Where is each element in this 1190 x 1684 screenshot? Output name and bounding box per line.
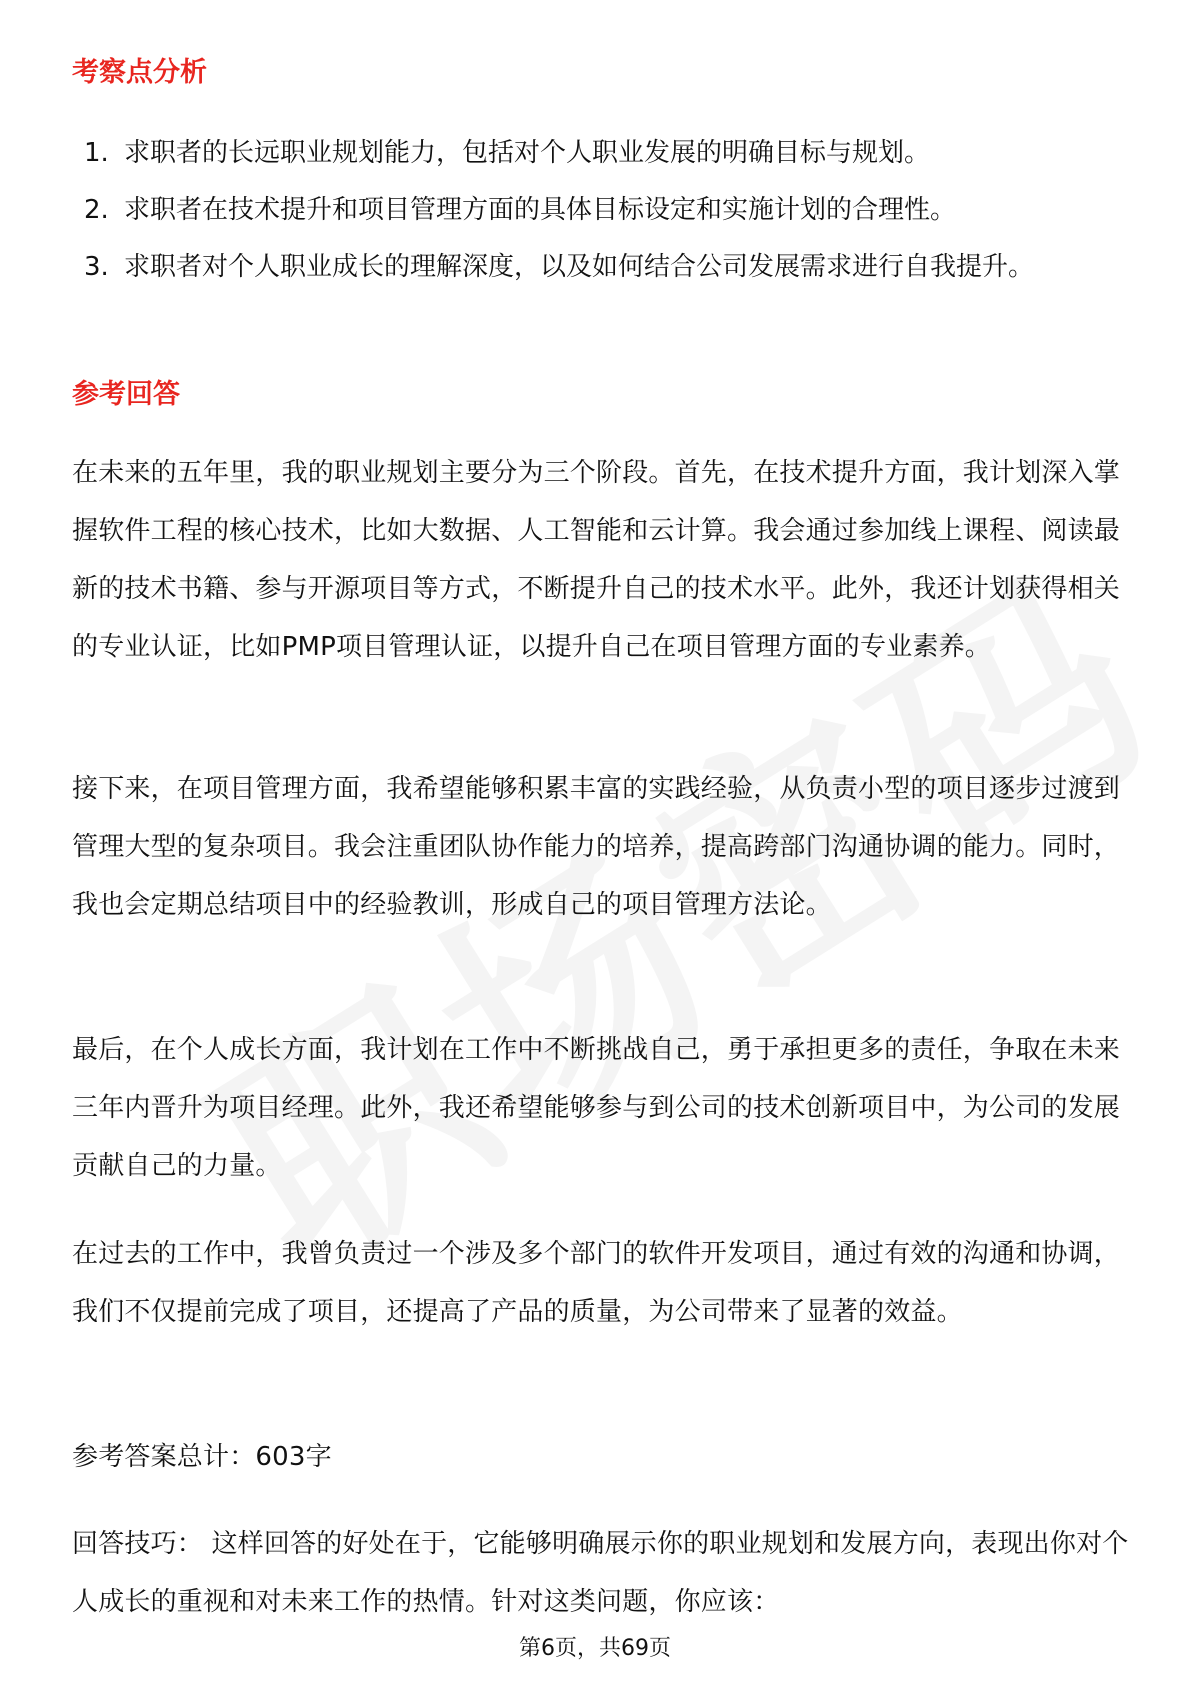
list-item-number: 2. <box>84 195 109 225</box>
list-item-text: 求职者在技术提升和项目管理方面的具体目标设定和实施计划的合理性。 <box>124 195 957 225</box>
answer-heading: 参考回答 <box>72 379 180 410</box>
analysis-heading: 考察点分析 <box>72 57 207 88</box>
answer-paragraph: 最后，在个人成长方面，我计划在工作中不断挑战自己，勇于承担更多的责任，争取在未来三年内晋升为项目经理。此外，我还希望能够参与到公司的技术创新项目中，为公司的发展贡献自己的力量。 <box>72 1035 1121 1181</box>
page-footer: 第6页，共69页 <box>519 1636 671 1661</box>
answer-paragraph: 在未来的五年里，我的职业规划主要分为三个阶段。首先，在技术提升方面，我计划深入掌握软件工程的核心技术，比如大数据、人工智能和云计算。我会通过参加线上课程、阅读最新的技术书籍、参与开源项目等方式，不断提升自己的技术水平。此外，我还计划获得相关的专业认证，比如PMP项目管理认证，以提升自己在项目管理方面的专业素养。 <box>72 458 1121 662</box>
list-item-number: 1. <box>84 138 109 168</box>
analysis-list <box>72 125 1092 296</box>
list-item <box>72 182 1092 239</box>
list-item-text: 求职者的长远职业规划能力，包括对个人职业发展的明确目标与规划。 <box>124 138 931 168</box>
answer-tips: 回答技巧： 这样回答的好处在于，它能够明确展示你的职业规划和发展方向，表现出你对个人成长的重视和对未来工作的热情。针对这类问题，你应该： <box>72 1529 1129 1617</box>
answer-paragraph: 在过去的工作中，我曾负责过一个涉及多个部门的软件开发项目，通过有效的沟通和协调，我们不仅提前完成了项目，还提高了产品的质量，为公司带来了显著的效益。 <box>72 1239 1121 1327</box>
total-count: 参考答案总计：603字 <box>72 1442 332 1472</box>
list-item <box>72 239 1092 296</box>
list-item-number: 3. <box>84 252 109 282</box>
list-item <box>72 125 1092 182</box>
list-item-text: 求职者对个人职业成长的理解深度，以及如何结合公司发展需求进行自我提升。 <box>124 252 1035 282</box>
answer-paragraph: 接下来，在项目管理方面，我希望能够积累丰富的实践经验，从负责小型的项目逐步过渡到管理大型的复杂项目。我会注重团队协作能力的培养，提高跨部门沟通协调的能力。同时，我也会定期总结项目中的经验教训，形成自己的项目管理方法论。 <box>72 774 1121 920</box>
